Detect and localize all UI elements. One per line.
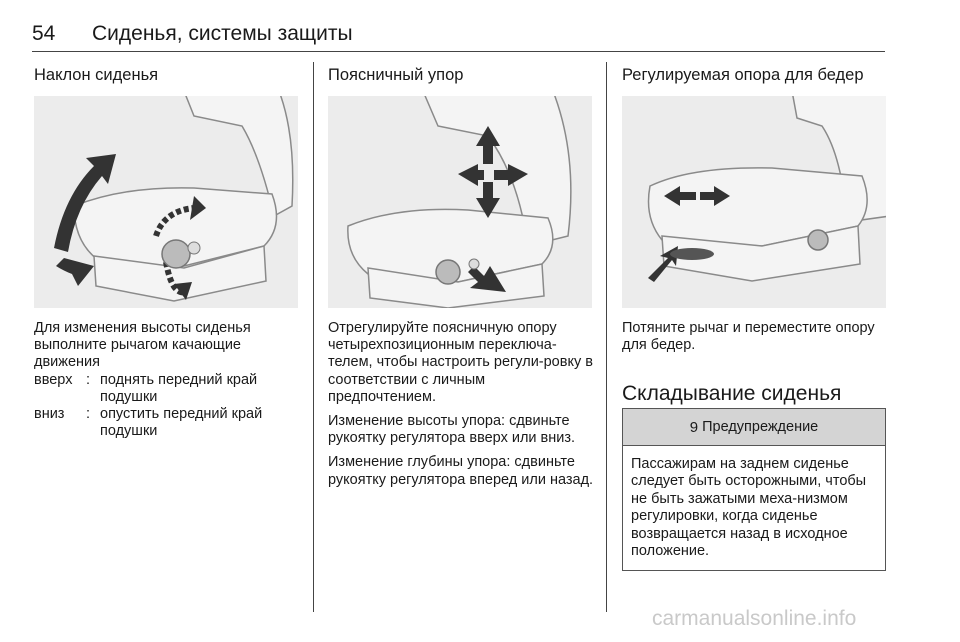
watermark: carmanualsonline.info xyxy=(652,607,857,630)
page-number: 54 xyxy=(32,22,56,45)
warning-box xyxy=(622,408,886,571)
warning-icon: 9 xyxy=(689,418,699,436)
option-definition: поднять передний край подушки xyxy=(100,371,258,405)
thigh-support-drawing xyxy=(622,96,886,308)
section-heading-lumbar: Поясничный упор xyxy=(328,66,464,84)
option-term: вверх xyxy=(34,371,73,388)
seat-tilt-intro: Для изменения высоты сиденья выполните рычагом качающие движения xyxy=(34,320,251,371)
section-heading-seat-folding: Складывание сиденья xyxy=(622,382,842,405)
option-row-up xyxy=(34,372,302,406)
lumbar-paragraph-1: Отрегулируйте поясничную опору четырехпозиционным переключа-телем, чтобы настроить регули-ровку в соответствии с личным предпочтением. xyxy=(328,320,593,405)
seat-tilt-options xyxy=(34,372,302,441)
section-heading-thigh-support: Регулируемая опора для бедер xyxy=(622,66,864,84)
warning-header xyxy=(623,409,885,446)
warning-text: Пассажирам на заднем сиденье следует быть осторожными, чтобы не быть зажатыми меха-низмом регулировки, когда сиденье возвращается назад в исходное положение. xyxy=(631,456,867,560)
thigh-support-illustration xyxy=(622,96,886,308)
column-divider-2 xyxy=(606,62,607,612)
lumbar-text xyxy=(328,320,596,496)
seat-tilt-drawing xyxy=(34,96,298,308)
warning-title: Предупреждение xyxy=(702,419,819,435)
lumbar-paragraph-2: Изменение высоты упора: сдвиньте рукоятку регулятора вверх или вниз. xyxy=(328,413,576,447)
option-definition: опустить передний край подушки xyxy=(100,406,263,440)
lumbar-drawing xyxy=(328,96,592,308)
option-row-down xyxy=(34,406,302,440)
lumbar-paragraph-3: Изменение глубины упора: сдвиньте рукоятку регулятора вперед или назад. xyxy=(328,454,594,488)
section-heading-seat-tilt: Наклон сиденья xyxy=(34,66,159,84)
seat-tilt-illustration xyxy=(34,96,298,308)
header-rule xyxy=(32,51,885,52)
lumbar-illustration xyxy=(328,96,592,308)
thigh-support-paragraph: Потяните рычаг и переместите опору для бедер. xyxy=(622,320,875,354)
option-term: вниз xyxy=(34,406,65,423)
thigh-support-text xyxy=(622,320,890,361)
option-colon: : xyxy=(86,406,91,423)
seat-tilt-text xyxy=(34,320,302,440)
column-divider-1 xyxy=(313,62,314,612)
page-title: Сиденья, системы защиты xyxy=(92,22,353,45)
option-colon: : xyxy=(86,371,91,388)
